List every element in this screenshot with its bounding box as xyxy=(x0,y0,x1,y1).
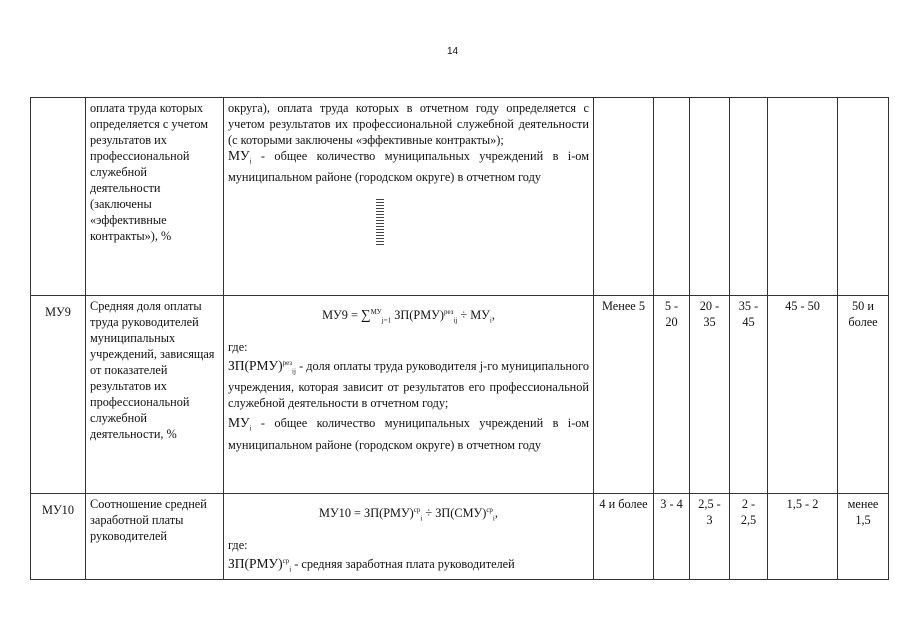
value-cell: 20 - 35 xyxy=(690,296,730,494)
indicator-name: оплата труда которых определяется с учетом результатов их профессиональной служебной деятельности (заключены «эффективные контракты»), % xyxy=(86,98,224,296)
where-label: где: xyxy=(228,537,248,552)
definition-mu xyxy=(228,148,589,185)
table-row xyxy=(31,98,889,296)
value-cell: 3 - 4 xyxy=(654,494,690,580)
definition-zp: ЗП(РМУ)$^{ср}_i$ - средняя заработная плата руководителей xyxy=(228,555,515,574)
page-number: 14 xyxy=(446,46,459,57)
definition-zp: ЗП(РМУ)$^{рез}_{ij}$ - доля оплаты труда руководителя j-го муниципального учреждения, которая зависит от результатов его профессиональной служебной деятельности в отчетном году; xyxy=(228,357,589,411)
scan-artifact xyxy=(376,197,384,247)
value-cell xyxy=(654,98,690,296)
mu-symbol: МУ xyxy=(228,148,250,163)
value-cell: 35 - 45 xyxy=(730,296,768,494)
value-cell: 45 - 50 xyxy=(768,296,838,494)
value-cell xyxy=(594,98,654,296)
indicator-code: МУ9 xyxy=(31,296,86,494)
value-cell: 4 и более xyxy=(594,494,654,580)
indicators-table xyxy=(30,97,889,580)
indicator-code xyxy=(31,98,86,296)
value-cell: 1,5 - 2 xyxy=(768,494,838,580)
value-cell xyxy=(768,98,838,296)
value-cell: 50 и более xyxy=(838,296,889,494)
indicator-name: Соотношение средней заработной платы руководителей xyxy=(86,494,224,580)
table-row xyxy=(31,494,889,580)
table-row xyxy=(31,296,889,494)
indicator-name: Средняя доля оплаты труда руководителей муниципальных учреждений, зависящая от показателей результатов их профессиональной служебной деятельности, % xyxy=(86,296,224,494)
value-cell: 5 - 20 xyxy=(654,296,690,494)
value-cell: менее 1,5 xyxy=(838,494,889,580)
mu-sub: i xyxy=(249,157,252,166)
value-cell xyxy=(730,98,768,296)
formula-mu10: МУ10 = ЗП(РМУ)$^{ср}_i$ ÷ ЗП(СМУ)$^{ср}_i$, xyxy=(319,506,498,523)
definition-mu: $МУ_i$ - общее количество муниципальных учреждений в i-ом муниципальном районе (городском округе) в отчетном году xyxy=(228,415,589,452)
method-text: округа), оплата труда которых в отчетном году определяется с учетом результатов их профессиональной служебной деятельности (с которыми заключены «эффективные контракты»); xyxy=(228,101,589,147)
indicator-method xyxy=(224,494,594,580)
value-cell: 2,5 - 3 xyxy=(690,494,730,580)
value-cell xyxy=(690,98,730,296)
indicator-method xyxy=(224,98,594,296)
formula-mu9: МУ9 = ∑$^{МУ}_{j=1}$ $ЗП(РМУ)^{рез}_{ij} \div МУ_i$, xyxy=(322,307,495,325)
mu-definition: - общее количество муниципальных учреждений в i-ом муниципальном районе (городском округе) в отчетном году xyxy=(228,149,589,185)
value-cell xyxy=(838,98,889,296)
indicator-method xyxy=(224,296,594,494)
value-cell: Менее 5 xyxy=(594,296,654,494)
indicator-code: МУ10 xyxy=(31,494,86,580)
where-label: где: xyxy=(228,339,248,354)
value-cell: 2 - 2,5 xyxy=(730,494,768,580)
